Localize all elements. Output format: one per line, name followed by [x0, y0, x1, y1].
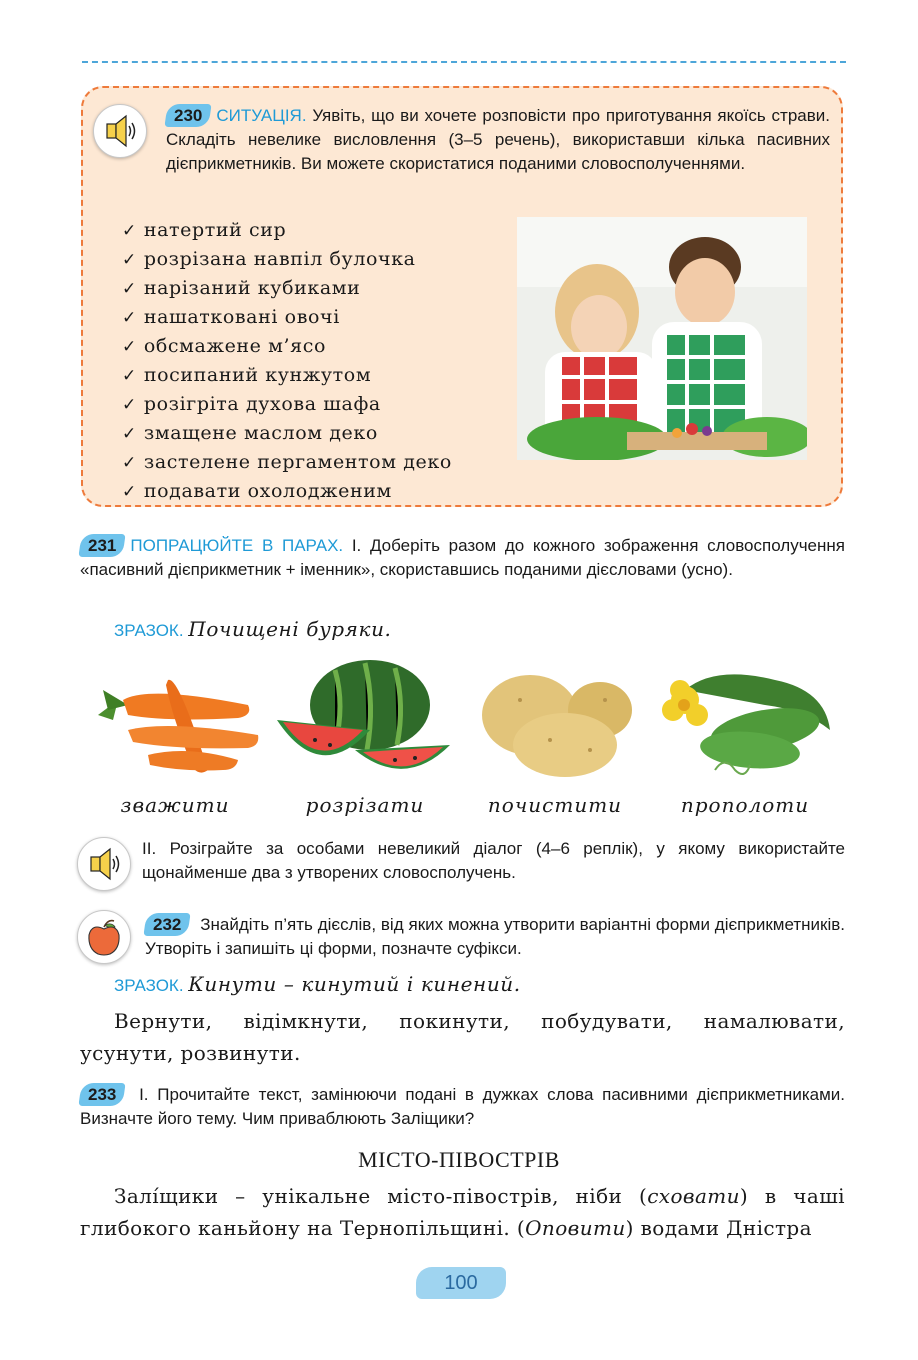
carrots-image [88, 660, 268, 780]
task-number-badge: 231 [78, 534, 126, 557]
task-231-part2: ІІ. Розіграйте за особами невеликий діалог (4–6 реплік), у якому використайте щонайменше два з утворених словосполучень. [142, 839, 845, 882]
verb-weigh: зважити [120, 793, 230, 817]
task-232-text [145, 913, 845, 961]
list-item: ✓ змащене маслом деко [122, 422, 378, 444]
list-item: ✓ нарізаний кубиками [122, 277, 361, 299]
task-instructions: Уявіть, що ви хочете розповісти про приготування якоїсь страви. Складіть невелике висловлення (3–5 речень), використавши кілька пасивних дієприкметників. Ви можете скористатися поданими словосполученнями. [166, 106, 830, 173]
task-231-text [80, 534, 845, 582]
example-232 [114, 972, 521, 996]
example-231 [114, 617, 392, 641]
verb-peel: почистити [487, 793, 623, 817]
watermelon-image [275, 660, 455, 780]
task-instructions: Знайдіть п’ять дієслів, від яких можна утворити варіантні форми дієприкметників. Утворіть і запишіть ці форми, позначте суфікси. [145, 915, 845, 958]
text-title: МІСТО-ПІВОСТРІВ [358, 1147, 560, 1172]
kids-cooking-photo [517, 217, 807, 460]
reading-paragraph: Залі́щики – унікальне місто-півострів, ніби (сховати) в чаші глибокого каньйону на Тернопільщині. (Оповити) водами Дністра [80, 1184, 845, 1240]
speaker-icon[interactable] [93, 104, 147, 158]
cucumbers-image [655, 660, 835, 780]
list-item: ✓ розрізана навпіл булочка [122, 248, 416, 270]
verb-list: Вернути, відімкнути, покинути, побудувати, намалювати, усунути, розвинути. [80, 1009, 845, 1065]
verb-cut: розрізати [305, 793, 425, 817]
task-label: ПОПРАЦЮЙТЕ В ПАРАХ. [130, 536, 344, 555]
apple-icon[interactable] [77, 910, 131, 964]
verb-weed: прополоти [680, 793, 810, 817]
list-item: ✓ натертий сир [122, 219, 287, 241]
top-divider [82, 61, 846, 63]
speaker-icon[interactable] [77, 837, 131, 891]
task-number-badge: 233 [78, 1083, 126, 1106]
example-text: Кинути – кинутий і кинений. [188, 972, 521, 996]
task-instructions: І. Прочитайте текст, замінюючи подані в дужках слова пасивними дієприкметниками. Визначте його тему. Чим приваблюють Заліщики? [80, 1085, 845, 1128]
phrase-checklist [122, 216, 452, 506]
task-233-text [80, 1083, 845, 1131]
list-item: ✓ розігріта духова шафа [122, 393, 381, 415]
example-label: ЗРАЗОК. [114, 976, 184, 995]
example-text: Почищені буряки. [188, 617, 392, 641]
page-number: 100 [416, 1267, 506, 1299]
task-number-badge: 230 [164, 104, 212, 127]
list-item: ✓ обсмажене м’ясо [122, 335, 327, 357]
task-instructions: І. Доберіть разом до кожного зображення словосполучення «пасивний дієприкметник + іменник», скориставшись поданими дієсловами (усно). [80, 536, 845, 579]
example-label: ЗРАЗОК. [114, 621, 184, 640]
list-item: ✓ подавати охолодженим [122, 480, 392, 502]
potatoes-image [470, 660, 650, 780]
task-label: СИТУАЦІЯ. [216, 106, 307, 125]
task-230-text [166, 104, 830, 176]
list-item: ✓ нашатковані овочі [122, 306, 340, 328]
task-number-badge: 232 [143, 913, 191, 936]
list-item: ✓ застелене пергаментом деко [122, 451, 452, 473]
list-item: ✓ посипаний кунжутом [122, 364, 372, 386]
